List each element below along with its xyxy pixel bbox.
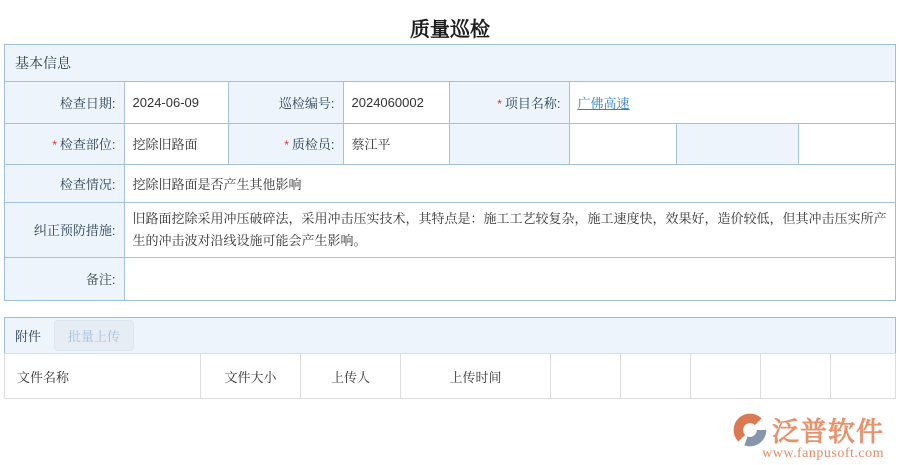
situation-label [5, 164, 124, 202]
field-label: 检查情况: [59, 176, 116, 192]
col-file-name: 文件名称 [5, 354, 201, 399]
attachments-table-wrap [4, 353, 896, 399]
col-upload-time: 上传时间 [401, 354, 551, 399]
project-link[interactable]: 广佛高速 [577, 95, 630, 111]
situation-value: 挖除旧路面是否产生其他影响 [124, 164, 895, 202]
field-label: 检查部位: [59, 137, 116, 152]
patrol-no-label [228, 82, 343, 123]
inspector-label [228, 123, 343, 164]
col-empty [691, 354, 761, 399]
table-row [5, 257, 895, 300]
col-empty [831, 354, 896, 399]
check-part-label [5, 123, 124, 164]
check-part-value: 挖除旧路面 [124, 123, 228, 164]
attachments-section-title: 附件 [15, 329, 42, 344]
brand-row [731, 410, 884, 449]
empty-value-cell [569, 123, 676, 164]
inspector-value: 蔡江平 [343, 123, 449, 164]
field-label: 项目名称: [504, 95, 561, 111]
table-row [5, 202, 895, 257]
required-marker: * [284, 138, 289, 152]
table-row [5, 123, 895, 164]
basic-info-section-title: 基本信息 [5, 45, 895, 82]
measures-value: 旧路面挖除采用冲压破碎法，采用冲击压实技术，其特点是：施工工艺较复杂，施工速度快，效果好，造价较低，但其冲击压实所产生的冲击波对沿线设施可能会产生影响。 [124, 202, 895, 257]
project-name-label [449, 82, 569, 123]
empty-value-cell [798, 123, 895, 164]
remarks-label [5, 257, 124, 300]
col-empty [621, 354, 691, 399]
field-label: 巡检编号: [278, 95, 335, 111]
table-row [5, 82, 895, 123]
field-label: 检查日期: [59, 95, 116, 111]
check-date-label [5, 82, 124, 123]
brand-name: 泛普软件 [772, 417, 884, 447]
required-marker: * [52, 138, 57, 152]
col-uploader: 上传人 [301, 354, 401, 399]
col-empty [761, 354, 831, 399]
col-file-size: 文件大小 [201, 354, 301, 399]
table-row [5, 164, 895, 202]
measures-label [5, 202, 124, 257]
fanpu-logo-icon [731, 411, 769, 449]
basic-info-table [5, 82, 895, 300]
empty-label-cell [676, 123, 798, 164]
remarks-value [124, 257, 895, 300]
patrol-no-value: 2024060002 [343, 82, 449, 123]
brand-url: www.fanpusoft.com [762, 446, 884, 461]
empty-label-cell [449, 123, 569, 164]
page-title: 质量巡检 [410, 19, 490, 41]
attachments-table [4, 353, 896, 399]
field-label: 备注: [85, 272, 116, 288]
attachments-header-row [5, 354, 896, 399]
vendor-brand [731, 410, 884, 462]
col-empty [551, 354, 621, 399]
basic-info-panel [4, 44, 896, 301]
field-label: 质检员: [291, 137, 335, 152]
attachments-bar [4, 317, 896, 353]
check-date-value: 2024-06-09 [124, 82, 228, 123]
field-label: 纠正预防措施: [33, 223, 116, 238]
required-marker: * [497, 96, 502, 111]
project-name-value [569, 82, 895, 123]
batch-upload-button[interactable]: 批量上传 [54, 320, 134, 351]
